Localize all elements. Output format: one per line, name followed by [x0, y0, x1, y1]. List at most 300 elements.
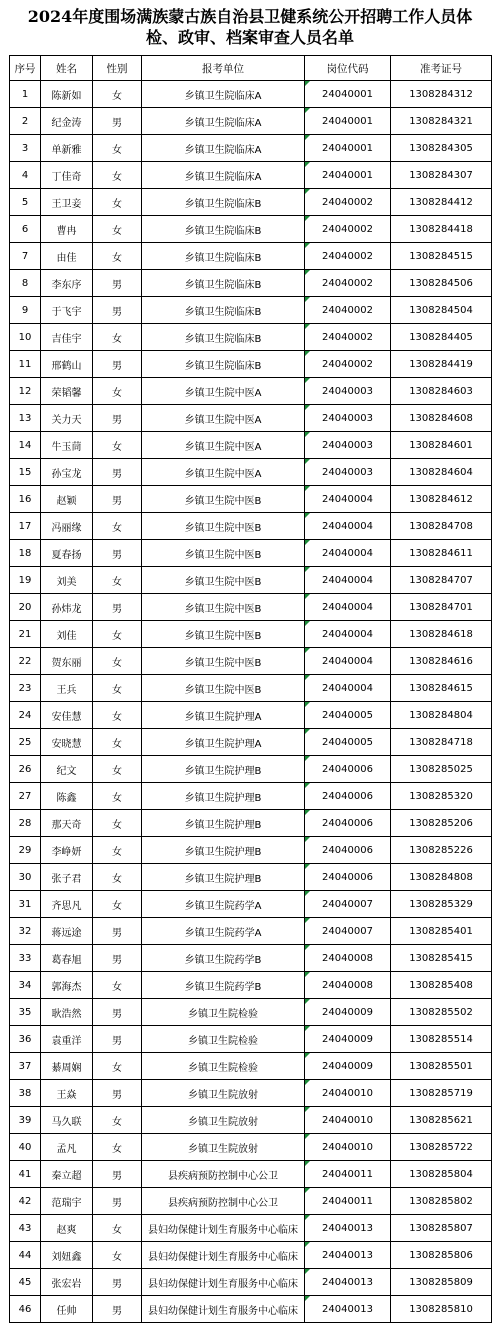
cell-exam-number: 1308285502: [391, 999, 492, 1026]
table-row: [10, 648, 492, 675]
cell-unit: 乡镇卫生院中医B: [142, 513, 305, 540]
cell-exam-number: 1308284604: [391, 459, 492, 486]
cell-post-code: 24040013: [305, 1215, 391, 1242]
cell-gender: 女: [93, 1242, 142, 1269]
cell-post-code: 24040006: [305, 783, 391, 810]
cell-post-code: 24040002: [305, 351, 391, 378]
cell-exam-number: 1308284307: [391, 162, 492, 189]
cell-unit: 乡镇卫生院中医B: [142, 621, 305, 648]
cell-unit: 乡镇卫生院放射: [142, 1107, 305, 1134]
cell-exam-number: 1308284608: [391, 405, 492, 432]
cell-unit: 县妇幼保健计划生育服务中心临床: [142, 1215, 305, 1242]
cell-name: 任帅: [41, 1296, 93, 1323]
cell-exam-number: 1308285415: [391, 945, 492, 972]
table-row: [10, 972, 492, 999]
cell-index: 43: [10, 1215, 41, 1242]
cell-index: 23: [10, 675, 41, 702]
cell-exam-number: 1308285719: [391, 1080, 492, 1107]
cell-index: 41: [10, 1161, 41, 1188]
table-row: [10, 891, 492, 918]
cell-gender: 女: [93, 837, 142, 864]
cell-exam-number: 1308284615: [391, 675, 492, 702]
header-gender: 性别: [93, 56, 142, 81]
table-row: [10, 729, 492, 756]
cell-index: 34: [10, 972, 41, 999]
cell-exam-number: 1308284312: [391, 81, 492, 108]
cell-post-code: 24040013: [305, 1242, 391, 1269]
header-index: 序号: [10, 56, 41, 81]
cell-exam-number: 1308285320: [391, 783, 492, 810]
cell-name: 赵颖: [41, 486, 93, 513]
title-line-1: 2024年度围场满族蒙古族自治县卫健系统公开招聘工作人员体: [27, 7, 473, 26]
cell-unit: 县疾病预防控制中心公卫: [142, 1161, 305, 1188]
cell-exam-number: 1308284611: [391, 540, 492, 567]
table-row: [10, 1269, 492, 1296]
cell-post-code: 24040009: [305, 1053, 391, 1080]
cell-index: 33: [10, 945, 41, 972]
table-row: [10, 1296, 492, 1323]
cell-index: 11: [10, 351, 41, 378]
cell-name: 纪金涛: [41, 108, 93, 135]
cell-unit: 乡镇卫生院放射: [142, 1134, 305, 1161]
cell-name: 王焱: [41, 1080, 93, 1107]
cell-post-code: 24040003: [305, 378, 391, 405]
table-row: [10, 783, 492, 810]
cell-unit: 乡镇卫生院中医B: [142, 594, 305, 621]
cell-gender: 男: [93, 1161, 142, 1188]
cell-post-code: 24040002: [305, 216, 391, 243]
cell-name: 丁佳奇: [41, 162, 93, 189]
cell-exam-number: 1308285806: [391, 1242, 492, 1269]
header-exam-number: 准考证号: [391, 56, 492, 81]
cell-post-code: 24040009: [305, 999, 391, 1026]
cell-post-code: 24040002: [305, 297, 391, 324]
cell-name: 牛玉茼: [41, 432, 93, 459]
cell-index: 7: [10, 243, 41, 270]
cell-name: 张子君: [41, 864, 93, 891]
cell-exam-number: 1308284708: [391, 513, 492, 540]
cell-post-code: 24040010: [305, 1134, 391, 1161]
cell-post-code: 24040002: [305, 270, 391, 297]
cell-unit: 乡镇卫生院临床B: [142, 216, 305, 243]
cell-exam-number: 1308285514: [391, 1026, 492, 1053]
table-row: [10, 243, 492, 270]
cell-post-code: 24040003: [305, 432, 391, 459]
cell-index: 39: [10, 1107, 41, 1134]
cell-unit: 乡镇卫生院中医B: [142, 567, 305, 594]
cell-name: 綦周娴: [41, 1053, 93, 1080]
cell-index: 38: [10, 1080, 41, 1107]
table-row: [10, 1107, 492, 1134]
cell-name: 荣韬馨: [41, 378, 93, 405]
cell-gender: 女: [93, 189, 142, 216]
cell-index: 19: [10, 567, 41, 594]
cell-name: 孙炜龙: [41, 594, 93, 621]
cell-gender: 女: [93, 135, 142, 162]
cell-gender: 女: [93, 1053, 142, 1080]
cell-name: 由佳: [41, 243, 93, 270]
cell-unit: 乡镇卫生院临床B: [142, 243, 305, 270]
cell-post-code: 24040004: [305, 594, 391, 621]
table-row: [10, 594, 492, 621]
cell-index: 26: [10, 756, 41, 783]
cell-index: 21: [10, 621, 41, 648]
cell-unit: 乡镇卫生院检验: [142, 999, 305, 1026]
candidate-table: [9, 55, 492, 1323]
cell-index: 22: [10, 648, 41, 675]
cell-gender: 男: [93, 297, 142, 324]
cell-name: 李东序: [41, 270, 93, 297]
table-row: [10, 864, 492, 891]
cell-unit: 乡镇卫生院中医B: [142, 675, 305, 702]
table-row: [10, 351, 492, 378]
cell-index: 40: [10, 1134, 41, 1161]
table-row: [10, 1215, 492, 1242]
cell-name: 陈鑫: [41, 783, 93, 810]
cell-post-code: 24040001: [305, 162, 391, 189]
cell-name: 纪文: [41, 756, 93, 783]
cell-post-code: 24040003: [305, 459, 391, 486]
cell-gender: 男: [93, 486, 142, 513]
cell-unit: 乡镇卫生院中医A: [142, 405, 305, 432]
cell-exam-number: 1308285809: [391, 1269, 492, 1296]
cell-gender: 女: [93, 810, 142, 837]
cell-index: 1: [10, 81, 41, 108]
cell-exam-number: 1308284321: [391, 108, 492, 135]
cell-gender: 男: [93, 1188, 142, 1215]
cell-post-code: 24040007: [305, 918, 391, 945]
cell-name: 夏春扬: [41, 540, 93, 567]
table-row: [10, 162, 492, 189]
cell-exam-number: 1308285226: [391, 837, 492, 864]
cell-post-code: 24040006: [305, 864, 391, 891]
cell-unit: 乡镇卫生院中医A: [142, 459, 305, 486]
cell-post-code: 24040005: [305, 702, 391, 729]
table-row: [10, 567, 492, 594]
cell-post-code: 24040004: [305, 648, 391, 675]
table-row: [10, 810, 492, 837]
table-row: [10, 216, 492, 243]
cell-unit: 县妇幼保健计划生育服务中心临床: [142, 1242, 305, 1269]
cell-gender: 女: [93, 1107, 142, 1134]
cell-gender: 男: [93, 1026, 142, 1053]
cell-gender: 女: [93, 621, 142, 648]
cell-name: 孟凡: [41, 1134, 93, 1161]
cell-unit: 县疾病预防控制中心公卫: [142, 1188, 305, 1215]
cell-exam-number: 1308285401: [391, 918, 492, 945]
cell-post-code: 24040006: [305, 837, 391, 864]
table-row: [10, 702, 492, 729]
table-row: [10, 1134, 492, 1161]
cell-unit: 乡镇卫生院药学A: [142, 918, 305, 945]
cell-name: 安晓慧: [41, 729, 93, 756]
cell-name: 秦立超: [41, 1161, 93, 1188]
table-row: [10, 459, 492, 486]
cell-gender: 女: [93, 432, 142, 459]
cell-index: 10: [10, 324, 41, 351]
cell-name: 赵爽: [41, 1215, 93, 1242]
cell-exam-number: 1308284504: [391, 297, 492, 324]
cell-gender: 女: [93, 243, 142, 270]
cell-index: 28: [10, 810, 41, 837]
cell-index: 17: [10, 513, 41, 540]
cell-post-code: 24040001: [305, 135, 391, 162]
cell-unit: 乡镇卫生院药学B: [142, 972, 305, 999]
table-row: [10, 270, 492, 297]
document-title: [0, 6, 500, 48]
cell-post-code: 24040002: [305, 189, 391, 216]
cell-post-code: 24040007: [305, 891, 391, 918]
cell-unit: 乡镇卫生院临床B: [142, 189, 305, 216]
cell-post-code: 24040010: [305, 1080, 391, 1107]
cell-exam-number: 1308285804: [391, 1161, 492, 1188]
cell-unit: 乡镇卫生院中医B: [142, 648, 305, 675]
cell-gender: 女: [93, 216, 142, 243]
cell-gender: 男: [93, 351, 142, 378]
cell-unit: 乡镇卫生院检验: [142, 1053, 305, 1080]
cell-unit: 乡镇卫生院临床B: [142, 351, 305, 378]
table-row: [10, 189, 492, 216]
cell-post-code: 24040004: [305, 513, 391, 540]
cell-name: 蒋远途: [41, 918, 93, 945]
cell-index: 15: [10, 459, 41, 486]
table-row: [10, 135, 492, 162]
cell-gender: 男: [93, 540, 142, 567]
cell-index: 18: [10, 540, 41, 567]
cell-exam-number: 1308284515: [391, 243, 492, 270]
cell-post-code: 24040004: [305, 540, 391, 567]
cell-index: 35: [10, 999, 41, 1026]
cell-gender: 女: [93, 756, 142, 783]
cell-exam-number: 1308285810: [391, 1296, 492, 1323]
cell-gender: 男: [93, 108, 142, 135]
cell-gender: 女: [93, 324, 142, 351]
header-post-code: 岗位代码: [305, 56, 391, 81]
cell-exam-number: 1308284419: [391, 351, 492, 378]
cell-gender: 女: [93, 567, 142, 594]
cell-name: 冯丽缘: [41, 513, 93, 540]
cell-exam-number: 1308284808: [391, 864, 492, 891]
cell-unit: 乡镇卫生院检验: [142, 1026, 305, 1053]
cell-exam-number: 1308284305: [391, 135, 492, 162]
table-row: [10, 837, 492, 864]
cell-unit: 乡镇卫生院护理B: [142, 864, 305, 891]
table-row: [10, 675, 492, 702]
cell-post-code: 24040002: [305, 324, 391, 351]
cell-gender: 男: [93, 1269, 142, 1296]
cell-exam-number: 1308285206: [391, 810, 492, 837]
cell-name: 单新雅: [41, 135, 93, 162]
cell-exam-number: 1308284603: [391, 378, 492, 405]
cell-gender: 女: [93, 729, 142, 756]
table-row: [10, 1080, 492, 1107]
cell-unit: 乡镇卫生院临床B: [142, 324, 305, 351]
cell-unit: 乡镇卫生院护理B: [142, 783, 305, 810]
cell-unit: 乡镇卫生院护理A: [142, 702, 305, 729]
cell-index: 27: [10, 783, 41, 810]
cell-gender: 女: [93, 1215, 142, 1242]
cell-post-code: 24040004: [305, 486, 391, 513]
table-row: [10, 621, 492, 648]
cell-exam-number: 1308285621: [391, 1107, 492, 1134]
cell-gender: 女: [93, 702, 142, 729]
cell-unit: 乡镇卫生院护理B: [142, 810, 305, 837]
cell-name: 刘美: [41, 567, 93, 594]
cell-index: 32: [10, 918, 41, 945]
table-row: [10, 1026, 492, 1053]
cell-exam-number: 1308284405: [391, 324, 492, 351]
cell-index: 24: [10, 702, 41, 729]
cell-gender: 女: [93, 972, 142, 999]
cell-exam-number: 1308284506: [391, 270, 492, 297]
cell-exam-number: 1308285807: [391, 1215, 492, 1242]
cell-name: 曹冉: [41, 216, 93, 243]
cell-post-code: 24040005: [305, 729, 391, 756]
cell-name: 李峥妍: [41, 837, 93, 864]
cell-unit: 县妇幼保健计划生育服务中心临床: [142, 1296, 305, 1323]
cell-unit: 乡镇卫生院护理B: [142, 837, 305, 864]
table-row: [10, 1242, 492, 1269]
table-row: [10, 81, 492, 108]
table-row: [10, 1188, 492, 1215]
cell-index: 16: [10, 486, 41, 513]
cell-name: 范瑞宇: [41, 1188, 93, 1215]
cell-unit: 乡镇卫生院临床A: [142, 135, 305, 162]
cell-name: 刘妞鑫: [41, 1242, 93, 1269]
cell-exam-number: 1308285802: [391, 1188, 492, 1215]
cell-unit: 乡镇卫生院临床A: [142, 81, 305, 108]
cell-post-code: 24040013: [305, 1296, 391, 1323]
cell-gender: 男: [93, 270, 142, 297]
cell-exam-number: 1308284804: [391, 702, 492, 729]
cell-name: 吉佳宇: [41, 324, 93, 351]
cell-exam-number: 1308285329: [391, 891, 492, 918]
cell-exam-number: 1308284707: [391, 567, 492, 594]
cell-gender: 女: [93, 648, 142, 675]
cell-gender: 男: [93, 999, 142, 1026]
cell-index: 29: [10, 837, 41, 864]
cell-gender: 女: [93, 513, 142, 540]
cell-name: 孙宝龙: [41, 459, 93, 486]
cell-post-code: 24040008: [305, 972, 391, 999]
table-row: [10, 540, 492, 567]
cell-gender: 女: [93, 675, 142, 702]
cell-exam-number: 1308284618: [391, 621, 492, 648]
cell-unit: 乡镇卫生院临床B: [142, 297, 305, 324]
cell-name: 耿浩然: [41, 999, 93, 1026]
cell-index: 8: [10, 270, 41, 297]
cell-index: 46: [10, 1296, 41, 1323]
cell-index: 14: [10, 432, 41, 459]
table-row: [10, 405, 492, 432]
cell-index: 37: [10, 1053, 41, 1080]
cell-exam-number: 1308285408: [391, 972, 492, 999]
table-row: [10, 297, 492, 324]
cell-index: 25: [10, 729, 41, 756]
cell-name: 陈新如: [41, 81, 93, 108]
cell-unit: 乡镇卫生院护理B: [142, 756, 305, 783]
cell-gender: 女: [93, 81, 142, 108]
table-row: [10, 945, 492, 972]
cell-post-code: 24040001: [305, 81, 391, 108]
cell-gender: 男: [93, 918, 142, 945]
table-row: [10, 1161, 492, 1188]
cell-exam-number: 1308284701: [391, 594, 492, 621]
cell-index: 2: [10, 108, 41, 135]
cell-gender: 男: [93, 1296, 142, 1323]
cell-exam-number: 1308284718: [391, 729, 492, 756]
cell-post-code: 24040011: [305, 1188, 391, 1215]
cell-name: 那天奇: [41, 810, 93, 837]
cell-unit: 乡镇卫生院临床A: [142, 162, 305, 189]
cell-index: 45: [10, 1269, 41, 1296]
cell-index: 9: [10, 297, 41, 324]
cell-gender: 男: [93, 1080, 142, 1107]
cell-unit: 乡镇卫生院中医A: [142, 432, 305, 459]
cell-unit: 乡镇卫生院中医B: [142, 486, 305, 513]
cell-index: 42: [10, 1188, 41, 1215]
table-row: [10, 108, 492, 135]
table-row: [10, 513, 492, 540]
cell-name: 葛春旭: [41, 945, 93, 972]
table-row: [10, 378, 492, 405]
table-row: [10, 918, 492, 945]
header-name: 姓名: [41, 56, 93, 81]
cell-index: 44: [10, 1242, 41, 1269]
cell-post-code: 24040009: [305, 1026, 391, 1053]
table-row: [10, 756, 492, 783]
cell-gender: 女: [93, 378, 142, 405]
cell-index: 30: [10, 864, 41, 891]
cell-gender: 男: [93, 459, 142, 486]
cell-gender: 女: [93, 162, 142, 189]
cell-gender: 女: [93, 1134, 142, 1161]
cell-index: 36: [10, 1026, 41, 1053]
table-body: [10, 81, 492, 1323]
cell-index: 31: [10, 891, 41, 918]
cell-name: 郭海杰: [41, 972, 93, 999]
table-header-row: [10, 56, 492, 81]
cell-exam-number: 1308284601: [391, 432, 492, 459]
cell-post-code: 24040010: [305, 1107, 391, 1134]
cell-unit: 乡镇卫生院放射: [142, 1080, 305, 1107]
cell-name: 袁重洋: [41, 1026, 93, 1053]
cell-unit: 乡镇卫生院中医B: [142, 540, 305, 567]
cell-name: 关力天: [41, 405, 93, 432]
cell-unit: 乡镇卫生院中医A: [142, 378, 305, 405]
cell-name: 齐思凡: [41, 891, 93, 918]
table-row: [10, 432, 492, 459]
cell-unit: 乡镇卫生院临床B: [142, 270, 305, 297]
cell-name: 安佳慧: [41, 702, 93, 729]
table-row: [10, 486, 492, 513]
cell-name: 马久联: [41, 1107, 93, 1134]
cell-post-code: 24040004: [305, 621, 391, 648]
cell-index: 6: [10, 216, 41, 243]
cell-post-code: 24040008: [305, 945, 391, 972]
cell-post-code: 24040006: [305, 756, 391, 783]
cell-post-code: 24040013: [305, 1269, 391, 1296]
cell-index: 5: [10, 189, 41, 216]
cell-post-code: 24040011: [305, 1161, 391, 1188]
cell-index: 13: [10, 405, 41, 432]
cell-name: 于飞宇: [41, 297, 93, 324]
cell-name: 张宏岩: [41, 1269, 93, 1296]
table-row: [10, 1053, 492, 1080]
cell-gender: 女: [93, 891, 142, 918]
cell-exam-number: 1308284612: [391, 486, 492, 513]
cell-gender: 男: [93, 945, 142, 972]
